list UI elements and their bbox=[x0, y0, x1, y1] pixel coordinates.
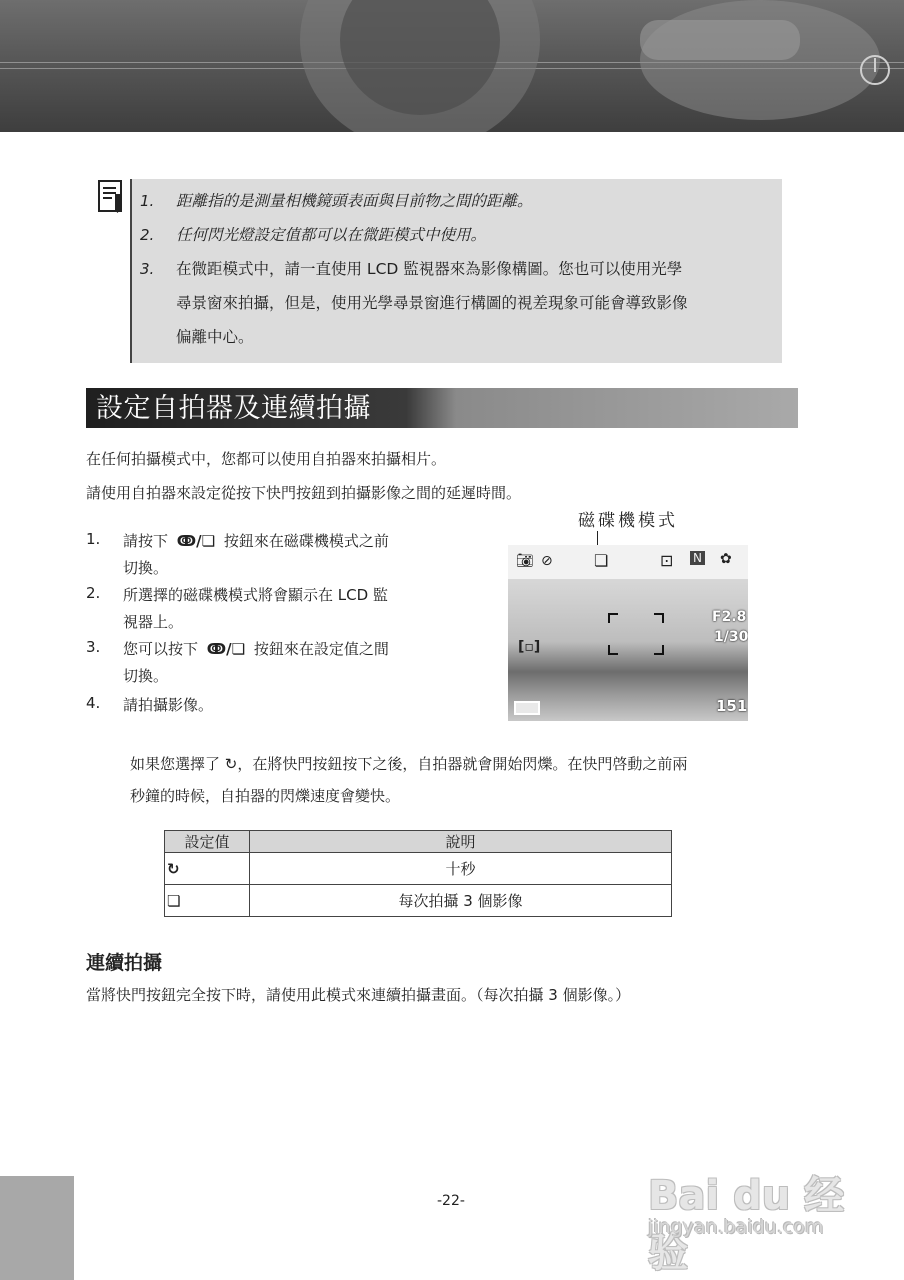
camera-icon: 📷︎ bbox=[516, 553, 534, 569]
lcd-callout-label: 磁碟機模式 bbox=[578, 511, 678, 531]
step-text: 請按下 ↂ/❏ 按鈕來在磁碟機模式之前 bbox=[123, 532, 389, 550]
table-row bbox=[165, 885, 672, 917]
af-frame-corner bbox=[654, 645, 664, 655]
step-number: 3. bbox=[86, 638, 101, 656]
quality-icon: N bbox=[690, 551, 705, 565]
continuous-text: 當將快門按鈕完全按下時，請使用此模式來連續拍攝畫面。（每次拍攝 3 個影像。） bbox=[86, 986, 631, 1004]
table-header: 說明 bbox=[250, 831, 672, 853]
shutter-value: 1/30 bbox=[714, 629, 748, 645]
step-text: 請拍攝影像。 bbox=[123, 696, 214, 714]
step-number: 4. bbox=[86, 694, 101, 712]
af-frame-corner bbox=[608, 645, 618, 655]
step-number: 1. bbox=[86, 530, 101, 548]
note-box: 1. 距離指的是測量相機鏡頭表面與目前物之間的距離。 2. 任何閃光燈設定值都可以在微距模式中使用。 3. 在微距模式中，請一直使用 LCD 監視器來為影像構圖。您也可以使用光學 尋景窗來拍攝，但是，使用光學尋景窗進行構圖的視差現象可能會導致影像 偏離中心。 bbox=[130, 179, 782, 363]
note-text: 在微距模式中，請一直使用 LCD 監視器來為影像構圖。您也可以使用光學 尋景窗來拍攝，但是，使用光學尋景窗進行構圖的視差現象可能會導致影像 偏離中心。 bbox=[176, 260, 688, 346]
header-banner bbox=[0, 0, 904, 132]
note-text: 任何閃光燈設定值都可以在微距模式中使用。 bbox=[176, 226, 487, 244]
shots-remaining: 151 bbox=[716, 697, 748, 715]
step-text: 切換。 bbox=[123, 667, 169, 685]
subsection-heading: 連續拍攝 bbox=[86, 952, 163, 974]
intro-text: 請使用自拍器來設定從按下快門按鈕到拍攝影像之間的延遲時間。 bbox=[86, 484, 522, 502]
step-text: 所選擇的磁碟機模式將會顯示在 LCD 監 bbox=[123, 586, 388, 604]
self-timer-continuous-button-icon: ↂ/❏ bbox=[206, 640, 246, 658]
table-header-row bbox=[165, 831, 672, 853]
section-title: 設定自拍器及連續拍攝 bbox=[96, 393, 371, 424]
step-text: 切換。 bbox=[123, 559, 169, 577]
af-frame-corner bbox=[608, 613, 618, 623]
camera-banner-graphic bbox=[0, 0, 904, 132]
aperture-value: F2.8 bbox=[712, 609, 747, 625]
self-timer-continuous-button-icon: ↂ/❏ bbox=[176, 532, 216, 550]
metering-icon: [▫] bbox=[518, 639, 541, 655]
watermark-brand: Bai du 经验 bbox=[648, 1173, 845, 1276]
page-side-tab bbox=[0, 1176, 74, 1280]
intro-text: 在任何拍攝模式中，您都可以使用自拍器來拍攝相片。 bbox=[86, 450, 447, 468]
continuous-icon: ❏ bbox=[594, 551, 609, 570]
note-icon bbox=[98, 180, 124, 214]
watermark-url: jingyan.baidu.com bbox=[648, 1216, 824, 1238]
table-cell: 每次拍攝 3 個影像 bbox=[250, 885, 672, 917]
settings-table bbox=[164, 830, 672, 917]
resolution-icon: ⊡ bbox=[660, 551, 674, 570]
macro-icon: ✿ bbox=[720, 551, 732, 567]
timer-note-line: 如果您選擇了 ↻，在將快門按鈕按下之後，自拍器就會開始閃爍。在快門啓動之前兩 bbox=[130, 755, 688, 773]
table-cell: 十秒 bbox=[250, 853, 672, 885]
self-timer-icon: ↻ bbox=[165, 853, 250, 885]
table-row bbox=[165, 853, 672, 885]
flash-off-icon: ⊘ bbox=[541, 553, 553, 569]
watermark bbox=[640, 1150, 850, 1276]
step-number: 2. bbox=[86, 584, 101, 602]
continuous-icon: ❏ bbox=[165, 885, 250, 917]
timer-note-line: 秒鐘的時候，自拍器的閃爍速度會變快。 bbox=[130, 787, 401, 805]
battery-icon bbox=[514, 701, 540, 715]
lcd-screen bbox=[508, 545, 748, 721]
step-text: 您可以按下 ↂ/❏ 按鈕來在設定值之間 bbox=[123, 640, 389, 658]
step-text: 視器上。 bbox=[123, 613, 184, 631]
af-frame-corner bbox=[654, 613, 664, 623]
note-text: 距離指的是測量相機鏡頭表面與目前物之間的距離。 bbox=[176, 192, 533, 210]
table-header: 設定值 bbox=[165, 831, 250, 853]
page-number: -22- bbox=[437, 1193, 465, 1209]
